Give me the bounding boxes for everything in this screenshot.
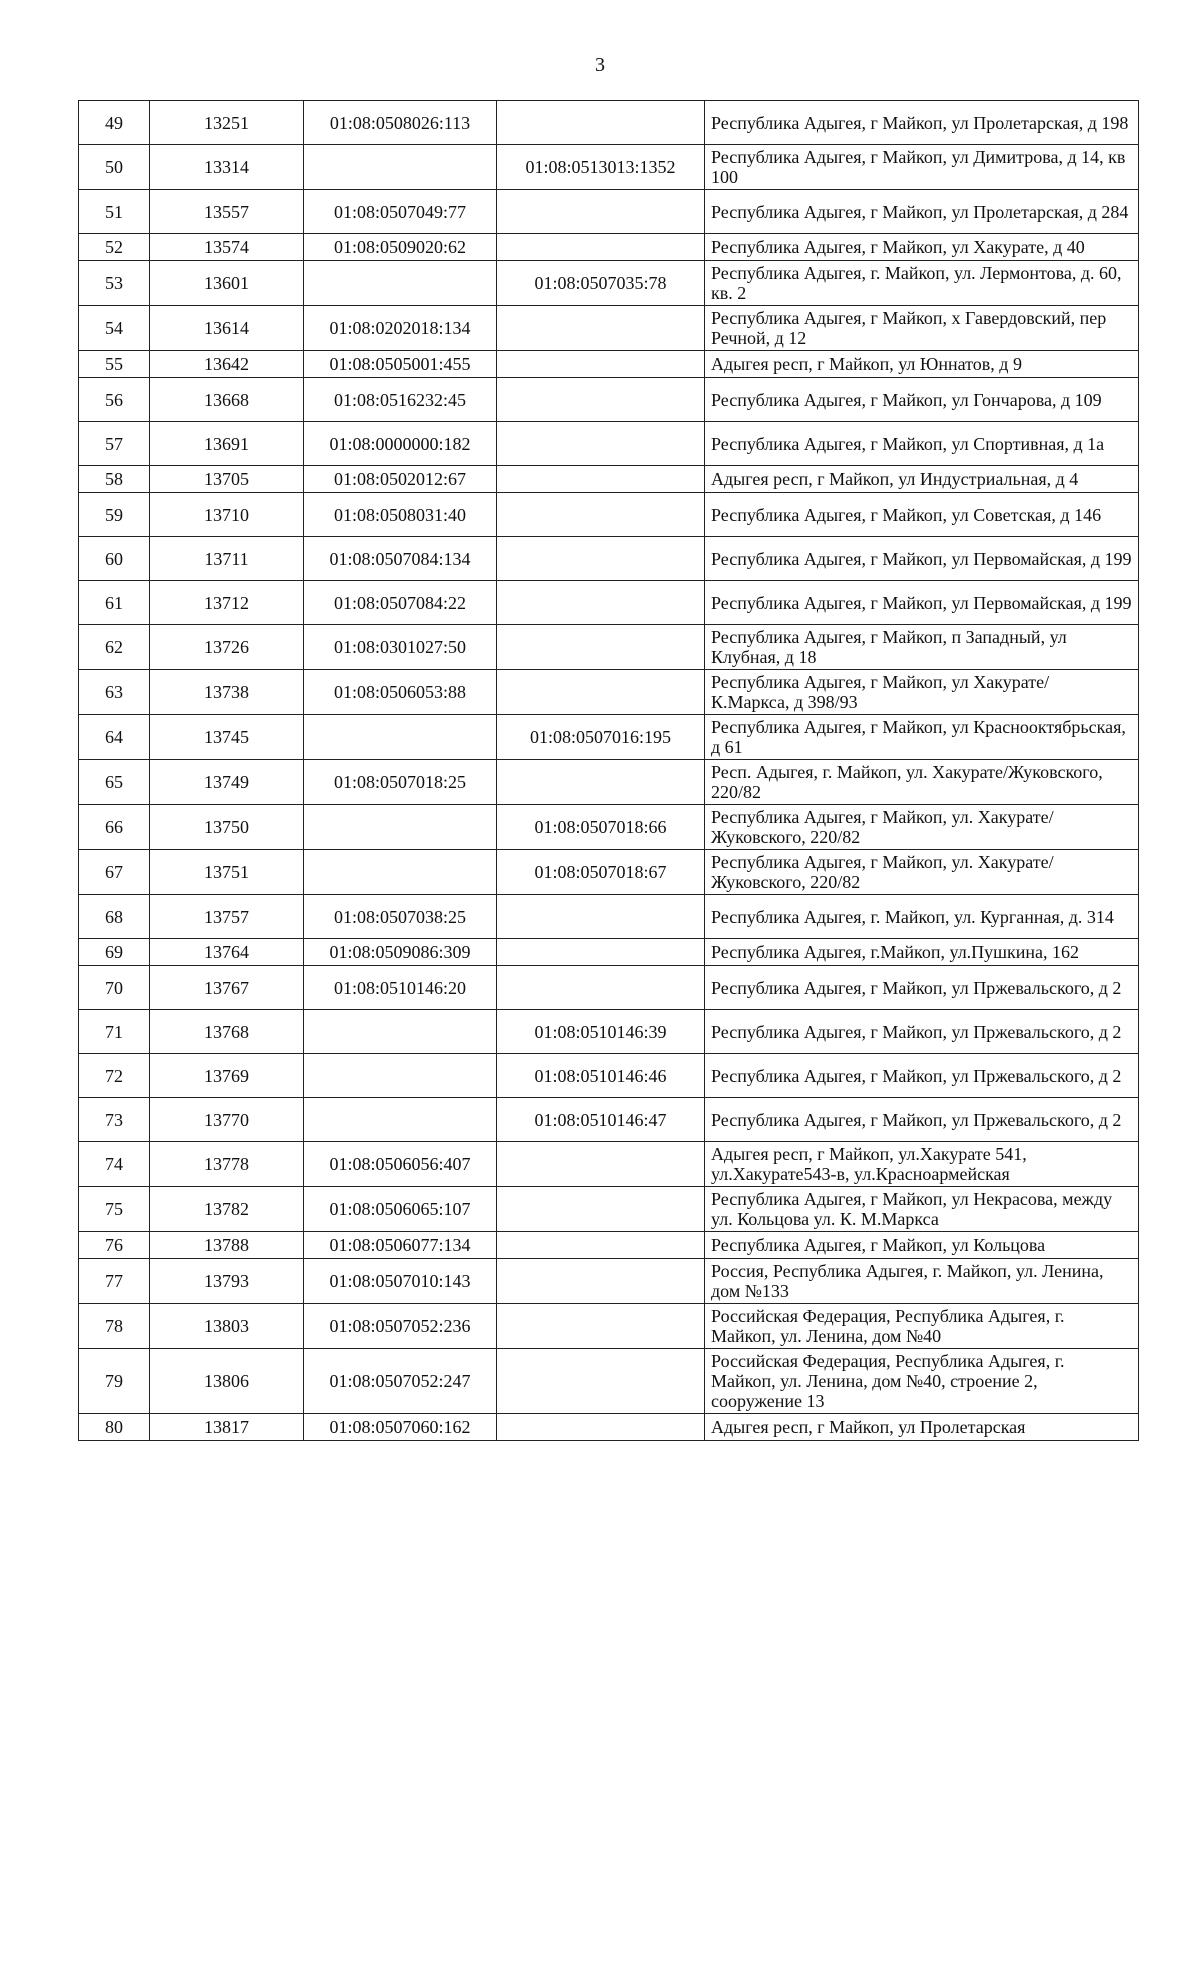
- land-cadastral-number-cell: 01:08:0507010:143: [304, 1259, 497, 1304]
- row-number-cell: 78: [79, 1304, 150, 1349]
- object-id-cell: 13757: [150, 895, 304, 939]
- building-cadastral-number-cell: [497, 939, 705, 966]
- building-cadastral-number-cell: [497, 760, 705, 805]
- row-number-cell: 58: [79, 466, 150, 493]
- table-row: [79, 466, 1139, 493]
- row-number-cell: 63: [79, 670, 150, 715]
- object-id-cell: 13738: [150, 670, 304, 715]
- object-id-cell: 13778: [150, 1142, 304, 1187]
- object-id-cell: 13726: [150, 625, 304, 670]
- row-number-cell: 77: [79, 1259, 150, 1304]
- table-row: [79, 537, 1139, 581]
- building-cadastral-number-cell: [497, 351, 705, 378]
- row-number-cell: 79: [79, 1349, 150, 1414]
- building-cadastral-number-cell: 01:08:0510146:46: [497, 1054, 705, 1098]
- address-cell: Адыгея респ, г Майкоп, ул Индустриальная, д 4: [705, 466, 1139, 493]
- object-id-cell: 13764: [150, 939, 304, 966]
- address-cell: Адыгея респ, г Майкоп, ул Юннатов, д 9: [705, 351, 1139, 378]
- land-cadastral-number-cell: 01:08:0507060:162: [304, 1414, 497, 1441]
- address-cell: Республика Адыгея, г Майкоп, ул Пржевальского, д 2: [705, 1098, 1139, 1142]
- building-cadastral-number-cell: [497, 493, 705, 537]
- registry-table: [78, 100, 1139, 1441]
- building-cadastral-number-cell: [497, 234, 705, 261]
- object-id-cell: 13314: [150, 145, 304, 190]
- building-cadastral-number-cell: [497, 895, 705, 939]
- land-cadastral-number-cell: 01:08:0505001:455: [304, 351, 497, 378]
- row-number-cell: 69: [79, 939, 150, 966]
- object-id-cell: 13711: [150, 537, 304, 581]
- object-id-cell: 13574: [150, 234, 304, 261]
- table-row: [79, 101, 1139, 145]
- land-cadastral-number-cell: 01:08:0506065:107: [304, 1187, 497, 1232]
- land-cadastral-number-cell: 01:08:0509086:309: [304, 939, 497, 966]
- building-cadastral-number-cell: [497, 1187, 705, 1232]
- registry-table-body: [79, 101, 1139, 1441]
- land-cadastral-number-cell: [304, 1054, 497, 1098]
- address-cell: Россия, Республика Адыгея, г. Майкоп, ул. Ленина, дом №133: [705, 1259, 1139, 1304]
- row-number-cell: 59: [79, 493, 150, 537]
- land-cadastral-number-cell: 01:08:0507018:25: [304, 760, 497, 805]
- row-number-cell: 51: [79, 190, 150, 234]
- table-row: [79, 895, 1139, 939]
- row-number-cell: 67: [79, 850, 150, 895]
- table-row: [79, 261, 1139, 306]
- object-id-cell: 13691: [150, 422, 304, 466]
- table-row: [79, 1010, 1139, 1054]
- building-cadastral-number-cell: 01:08:0507016:195: [497, 715, 705, 760]
- building-cadastral-number-cell: 01:08:0513013:1352: [497, 145, 705, 190]
- row-number-cell: 60: [79, 537, 150, 581]
- row-number-cell: 70: [79, 966, 150, 1010]
- object-id-cell: 13788: [150, 1232, 304, 1259]
- building-cadastral-number-cell: 01:08:0507018:67: [497, 850, 705, 895]
- object-id-cell: 13712: [150, 581, 304, 625]
- table-row: [79, 351, 1139, 378]
- land-cadastral-number-cell: [304, 1010, 497, 1054]
- address-cell: Адыгея респ, г Майкоп, ул Пролетарская: [705, 1414, 1139, 1441]
- land-cadastral-number-cell: [304, 805, 497, 850]
- row-number-cell: 76: [79, 1232, 150, 1259]
- building-cadastral-number-cell: [497, 1259, 705, 1304]
- land-cadastral-number-cell: 01:08:0301027:50: [304, 625, 497, 670]
- object-id-cell: 13601: [150, 261, 304, 306]
- page-number: 3: [595, 54, 605, 76]
- land-cadastral-number-cell: 01:08:0506053:88: [304, 670, 497, 715]
- object-id-cell: 13557: [150, 190, 304, 234]
- address-cell: Республика Адыгея, г Майкоп, х Гавердовский, пер Речной, д 12: [705, 306, 1139, 351]
- object-id-cell: 13642: [150, 351, 304, 378]
- land-cadastral-number-cell: 01:08:0516232:45: [304, 378, 497, 422]
- table-row: [79, 378, 1139, 422]
- table-row: [79, 1259, 1139, 1304]
- row-number-cell: 68: [79, 895, 150, 939]
- address-cell: Республика Адыгея, г Майкоп, ул Советская, д 146: [705, 493, 1139, 537]
- address-cell: Республика Адыгея, г Майкоп, ул. Хакурате/Жуковского, 220/82: [705, 850, 1139, 895]
- land-cadastral-number-cell: 01:08:0506056:407: [304, 1142, 497, 1187]
- building-cadastral-number-cell: [497, 1304, 705, 1349]
- table-row: [79, 1187, 1139, 1232]
- table-row: [79, 1349, 1139, 1414]
- row-number-cell: 65: [79, 760, 150, 805]
- table-row: [79, 1054, 1139, 1098]
- address-cell: Республика Адыгея, г Майкоп, ул Первомайская, д 199: [705, 581, 1139, 625]
- row-number-cell: 80: [79, 1414, 150, 1441]
- object-id-cell: 13768: [150, 1010, 304, 1054]
- address-cell: Республика Адыгея, г Майкоп, ул Первомайская, д 199: [705, 537, 1139, 581]
- table-row: [79, 306, 1139, 351]
- table-row: [79, 760, 1139, 805]
- object-id-cell: 13751: [150, 850, 304, 895]
- address-cell: Республика Адыгея, г Майкоп, ул Пржевальского, д 2: [705, 1010, 1139, 1054]
- table-row: [79, 422, 1139, 466]
- land-cadastral-number-cell: 01:08:0508031:40: [304, 493, 497, 537]
- table-row: [79, 1142, 1139, 1187]
- row-number-cell: 61: [79, 581, 150, 625]
- land-cadastral-number-cell: 01:08:0507038:25: [304, 895, 497, 939]
- building-cadastral-number-cell: [497, 466, 705, 493]
- row-number-cell: 56: [79, 378, 150, 422]
- object-id-cell: 13793: [150, 1259, 304, 1304]
- address-cell: Адыгея респ, г Майкоп, ул.Хакурате 541, ул.Хакурате543-в, ул.Красноармейская: [705, 1142, 1139, 1187]
- building-cadastral-number-cell: [497, 1142, 705, 1187]
- building-cadastral-number-cell: 01:08:0507018:66: [497, 805, 705, 850]
- building-cadastral-number-cell: 01:08:0510146:39: [497, 1010, 705, 1054]
- land-cadastral-number-cell: 01:08:0508026:113: [304, 101, 497, 145]
- land-cadastral-number-cell: [304, 715, 497, 760]
- land-cadastral-number-cell: [304, 261, 497, 306]
- table-row: [79, 1414, 1139, 1441]
- object-id-cell: 13806: [150, 1349, 304, 1414]
- building-cadastral-number-cell: [497, 537, 705, 581]
- building-cadastral-number-cell: [497, 1349, 705, 1414]
- land-cadastral-number-cell: 01:08:0502012:67: [304, 466, 497, 493]
- building-cadastral-number-cell: [497, 581, 705, 625]
- table-row: [79, 190, 1139, 234]
- building-cadastral-number-cell: [497, 190, 705, 234]
- object-id-cell: 13745: [150, 715, 304, 760]
- table-row: [79, 1304, 1139, 1349]
- address-cell: Российская Федерация, Республика Адыгея, г. Майкоп, ул. Ленина, дом №40: [705, 1304, 1139, 1349]
- row-number-cell: 73: [79, 1098, 150, 1142]
- table-row: [79, 1098, 1139, 1142]
- land-cadastral-number-cell: [304, 1098, 497, 1142]
- building-cadastral-number-cell: [497, 670, 705, 715]
- address-cell: Российская Федерация, Республика Адыгея, г. Майкоп, ул. Ленина, дом №40, строение 2, сооружение 13: [705, 1349, 1139, 1414]
- building-cadastral-number-cell: 01:08:0510146:47: [497, 1098, 705, 1142]
- address-cell: Республика Адыгея, г Майкоп, ул. Хакурате/Жуковского, 220/82: [705, 805, 1139, 850]
- address-cell: Республика Адыгея, г Майкоп, ул Пржевальского, д 2: [705, 966, 1139, 1010]
- row-number-cell: 57: [79, 422, 150, 466]
- row-number-cell: 75: [79, 1187, 150, 1232]
- row-number-cell: 52: [79, 234, 150, 261]
- row-number-cell: 55: [79, 351, 150, 378]
- table-row: [79, 939, 1139, 966]
- land-cadastral-number-cell: 01:08:0507049:77: [304, 190, 497, 234]
- table-row: [79, 805, 1139, 850]
- row-number-cell: 49: [79, 101, 150, 145]
- land-cadastral-number-cell: 01:08:0507084:134: [304, 537, 497, 581]
- row-number-cell: 53: [79, 261, 150, 306]
- table-row: [79, 145, 1139, 190]
- object-id-cell: 13251: [150, 101, 304, 145]
- object-id-cell: 13767: [150, 966, 304, 1010]
- address-cell: Республика Адыгея, г Майкоп, ул Кольцова: [705, 1232, 1139, 1259]
- table-row: [79, 581, 1139, 625]
- address-cell: Республика Адыгея, г Майкоп, ул Спортивная, д 1а: [705, 422, 1139, 466]
- address-cell: Республика Адыгея, г Майкоп, п Западный, ул Клубная, д 18: [705, 625, 1139, 670]
- row-number-cell: 72: [79, 1054, 150, 1098]
- table-row: [79, 670, 1139, 715]
- row-number-cell: 66: [79, 805, 150, 850]
- address-cell: Республика Адыгея, г Майкоп, ул Пржевальского, д 2: [705, 1054, 1139, 1098]
- table-row: [79, 715, 1139, 760]
- land-cadastral-number-cell: 01:08:0506077:134: [304, 1232, 497, 1259]
- table-row: [79, 493, 1139, 537]
- land-cadastral-number-cell: 01:08:0507084:22: [304, 581, 497, 625]
- building-cadastral-number-cell: [497, 422, 705, 466]
- object-id-cell: 13749: [150, 760, 304, 805]
- object-id-cell: 13770: [150, 1098, 304, 1142]
- building-cadastral-number-cell: 01:08:0507035:78: [497, 261, 705, 306]
- address-cell: Республика Адыгея, г Майкоп, ул Некрасова, между ул. Кольцова ул. К. М.Маркса: [705, 1187, 1139, 1232]
- land-cadastral-number-cell: 01:08:0509020:62: [304, 234, 497, 261]
- address-cell: Республика Адыгея, г Майкоп, ул Краснооктябрьская, д 61: [705, 715, 1139, 760]
- object-id-cell: 13803: [150, 1304, 304, 1349]
- address-cell: Республика Адыгея, г Майкоп, ул Хакурате, д 40: [705, 234, 1139, 261]
- building-cadastral-number-cell: [497, 101, 705, 145]
- table-row: [79, 234, 1139, 261]
- row-number-cell: 64: [79, 715, 150, 760]
- address-cell: Республика Адыгея, г. Майкоп, ул. Лермонтова, д. 60, кв. 2: [705, 261, 1139, 306]
- building-cadastral-number-cell: [497, 1232, 705, 1259]
- address-cell: Республика Адыгея, г.Майкоп, ул.Пушкина, 162: [705, 939, 1139, 966]
- address-cell: Респ. Адыгея, г. Майкоп, ул. Хакурате/Жуковского, 220/82: [705, 760, 1139, 805]
- land-cadastral-number-cell: [304, 850, 497, 895]
- address-cell: Республика Адыгея, г Майкоп, ул Хакурате/ К.Маркса, д 398/93: [705, 670, 1139, 715]
- row-number-cell: 54: [79, 306, 150, 351]
- object-id-cell: 13705: [150, 466, 304, 493]
- building-cadastral-number-cell: [497, 1414, 705, 1441]
- address-cell: Республика Адыгея, г Майкоп, ул Димитрова, д 14, кв 100: [705, 145, 1139, 190]
- row-number-cell: 74: [79, 1142, 150, 1187]
- building-cadastral-number-cell: [497, 966, 705, 1010]
- table-row: [79, 625, 1139, 670]
- object-id-cell: 13750: [150, 805, 304, 850]
- land-cadastral-number-cell: 01:08:0202018:134: [304, 306, 497, 351]
- address-cell: Республика Адыгея, г Майкоп, ул Гончарова, д 109: [705, 378, 1139, 422]
- building-cadastral-number-cell: [497, 378, 705, 422]
- address-cell: Республика Адыгея, г Майкоп, ул Пролетарская, д 198: [705, 101, 1139, 145]
- table-row: [79, 850, 1139, 895]
- object-id-cell: 13668: [150, 378, 304, 422]
- object-id-cell: 13769: [150, 1054, 304, 1098]
- row-number-cell: 71: [79, 1010, 150, 1054]
- land-cadastral-number-cell: [304, 145, 497, 190]
- address-cell: Республика Адыгея, г. Майкоп, ул. Курганная, д. 314: [705, 895, 1139, 939]
- object-id-cell: 13782: [150, 1187, 304, 1232]
- building-cadastral-number-cell: [497, 306, 705, 351]
- building-cadastral-number-cell: [497, 625, 705, 670]
- table-row: [79, 1232, 1139, 1259]
- object-id-cell: 13614: [150, 306, 304, 351]
- object-id-cell: 13710: [150, 493, 304, 537]
- row-number-cell: 62: [79, 625, 150, 670]
- land-cadastral-number-cell: 01:08:0000000:182: [304, 422, 497, 466]
- land-cadastral-number-cell: 01:08:0507052:247: [304, 1349, 497, 1414]
- table-row: [79, 966, 1139, 1010]
- object-id-cell: 13817: [150, 1414, 304, 1441]
- address-cell: Республика Адыгея, г Майкоп, ул Пролетарская, д 284: [705, 190, 1139, 234]
- land-cadastral-number-cell: 01:08:0510146:20: [304, 966, 497, 1010]
- row-number-cell: 50: [79, 145, 150, 190]
- land-cadastral-number-cell: 01:08:0507052:236: [304, 1304, 497, 1349]
